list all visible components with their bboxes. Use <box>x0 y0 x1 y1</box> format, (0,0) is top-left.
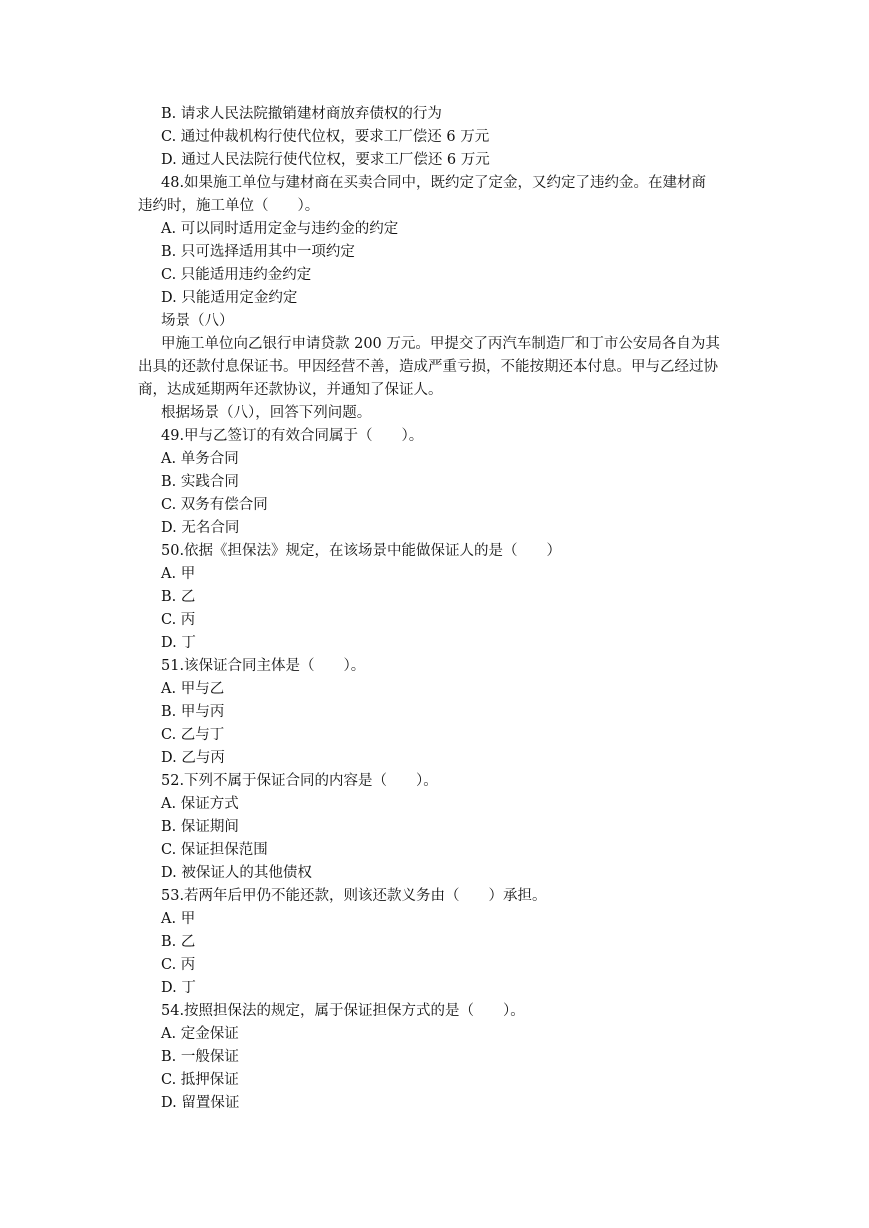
option-line: D. 只能适用定金约定 <box>161 290 298 306</box>
option-line: B. 保证期间 <box>161 819 239 835</box>
option-line: B. 乙 <box>161 589 196 605</box>
option-line: C. 双务有偿合同 <box>161 497 268 513</box>
option-line: B. 实践合同 <box>161 474 239 490</box>
scenario-paragraph-line: 商，达成延期两年还款协议，并通知了保证人。 <box>138 382 443 398</box>
option-line: C. 抵押保证 <box>161 1072 239 1088</box>
document-body <box>138 103 738 1115</box>
scenario-paragraph-line: 甲施工单位向乙银行申请贷款 200 万元。甲提交了丙汽车制造厂和丁市公安局各自为其 <box>161 336 720 352</box>
question-stem: 54.按照担保法的规定，属于保证担保方式的是（ ）。 <box>161 1003 525 1019</box>
question-50 <box>138 540 738 655</box>
option-line: B. 一般保证 <box>161 1049 239 1065</box>
option-line: D. 无名合同 <box>161 520 240 536</box>
option-line: D. 乙与丙 <box>161 750 225 766</box>
option-line: D. 通过人民法院行使代位权，要求工厂偿还 6 万元 <box>161 152 490 168</box>
option-line: A. 甲与乙 <box>161 681 225 697</box>
option-line: B. 只可选择适用其中一项约定 <box>161 244 355 260</box>
question-stem: 49.甲与乙签订的有效合同属于（ ）。 <box>161 428 424 444</box>
option-line: C. 通过仲裁机构行使代位权，要求工厂偿还 6 万元 <box>161 129 490 145</box>
option-line: A. 保证方式 <box>161 796 239 812</box>
option-line: A. 甲 <box>161 911 196 927</box>
question-51 <box>138 655 738 770</box>
option-line: B. 乙 <box>161 934 196 950</box>
question-53 <box>138 885 738 1000</box>
option-line: A. 定金保证 <box>161 1026 239 1042</box>
option-line: C. 丙 <box>161 612 196 628</box>
question-stem: 53.若两年后甲仍不能还款，则该还款义务由（ ）承担。 <box>161 888 547 904</box>
scenario-paragraph-line: 出具的还款付息保证书。甲因经营不善，造成严重亏损，不能按期还本付息。甲与乙经过协 <box>138 359 718 375</box>
scenario-instruction: 根据场景（八），回答下列问题。 <box>161 405 372 421</box>
option-line: A. 甲 <box>161 566 196 582</box>
option-line: D. 留置保证 <box>161 1095 240 1111</box>
question-stem-line1: 48.如果施工单位与建材商在买卖合同中，既约定了定金，又约定了违约金。在建材商 <box>161 175 707 191</box>
option-line: C. 只能适用违约金约定 <box>161 267 312 283</box>
question-54 <box>138 1000 738 1115</box>
option-line: C. 乙与丁 <box>161 727 225 743</box>
option-line: D. 丁 <box>161 635 196 651</box>
scenario-eight <box>138 310 738 425</box>
question-52 <box>138 770 738 885</box>
option-line: A. 单务合同 <box>161 451 239 467</box>
scenario-title: 场景（八） <box>161 313 234 329</box>
question-48 <box>138 172 738 310</box>
option-line: C. 保证担保范围 <box>161 842 268 858</box>
question-stem: 51.该保证合同主体是（ ）。 <box>161 658 366 674</box>
question-stem-line2: 违约时，施工单位（ ）。 <box>138 198 320 214</box>
option-line: B. 请求人民法院撤销建材商放弃债权的行为 <box>161 106 442 122</box>
previous-question-options <box>138 103 738 172</box>
question-stem: 50.依据《担保法》规定，在该场景中能做保证人的是（ ） <box>161 543 562 559</box>
option-line: B. 甲与丙 <box>161 704 225 720</box>
option-line: A. 可以同时适用定金与违约金的约定 <box>161 221 399 237</box>
option-line: D. 丁 <box>161 980 196 996</box>
question-49 <box>138 425 738 540</box>
option-line: C. 丙 <box>161 957 196 973</box>
question-stem: 52.下列不属于保证合同的内容是（ ）。 <box>161 773 438 789</box>
option-line: D. 被保证人的其他债权 <box>161 865 312 881</box>
